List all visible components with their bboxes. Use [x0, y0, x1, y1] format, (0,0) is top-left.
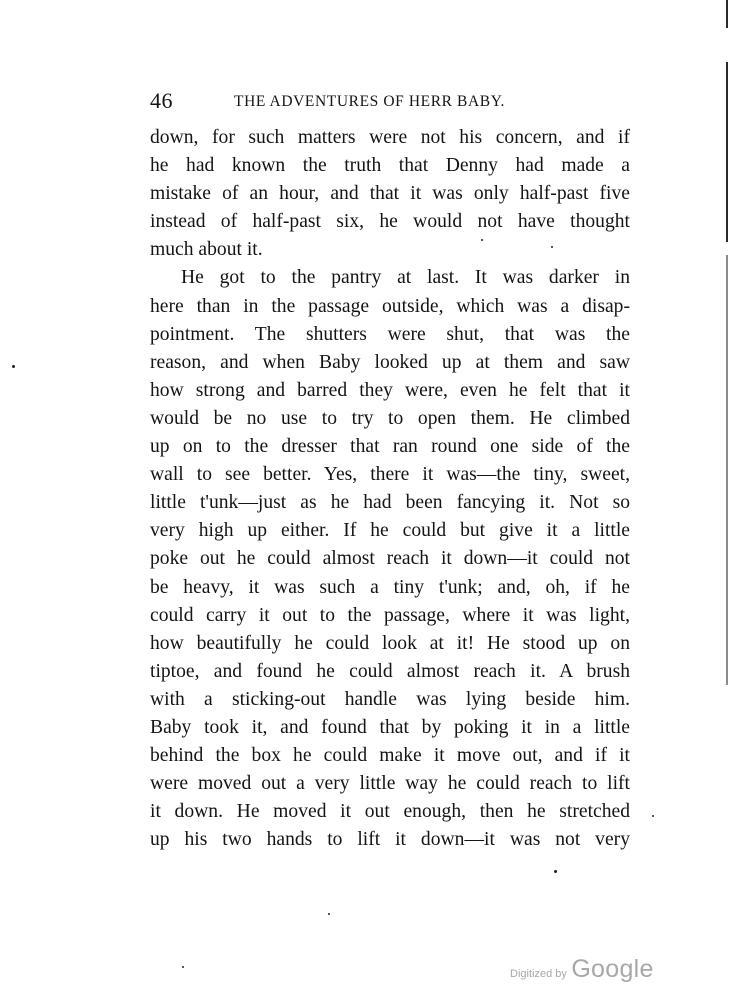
scan-speck — [652, 815, 654, 817]
running-title: THE ADVENTURES OF HERR BABY. — [234, 93, 505, 110]
text-line: pointment. The shutters were shut, that was the — [150, 323, 630, 345]
scan-edge-line — [726, 62, 728, 242]
text-line: how beautifully he could look at it! He stood up on — [150, 632, 630, 654]
paragraph-first-line: He got to the pantry at last. It was darker in — [181, 267, 630, 289]
digitized-by-google-watermark — [510, 955, 654, 984]
text-line: Baby took it, and found that by poking it in a little — [150, 716, 630, 738]
text-line: behind the box he could make it move out, and if it — [150, 745, 630, 767]
text-line: up his two hands to lift it down—it was not very — [150, 829, 630, 851]
text-line: wall to see better. Yes, there it was—the tiny, sweet, — [150, 464, 630, 486]
text-line: here than in the passage outside, which was a disap- — [150, 295, 630, 317]
text-line: down, for such matters were not his concern, and if — [150, 127, 630, 148]
scan-speck — [554, 870, 557, 873]
scan-speck — [328, 913, 330, 915]
text-line: tiptoe, and found he could almost reach it. A brush — [150, 660, 630, 682]
text-line: very high up either. If he could but give it a little — [150, 520, 630, 542]
scan-speck — [12, 365, 15, 368]
page-header — [150, 88, 630, 114]
text-line: how strong and barred they were, even he felt that it — [150, 379, 630, 401]
text-line: reason, and when Baby looked up at them and saw — [150, 351, 630, 373]
text-line: with a sticking-out handle was lying beside him. — [150, 688, 630, 710]
page-number: 46 — [150, 88, 173, 113]
scan-speck — [182, 966, 184, 968]
text-line: be heavy, it was such a tiny t'unk; and, oh, if he — [150, 576, 630, 598]
text-line: would be no use to try to open them. He climbed — [150, 407, 630, 429]
text-line: poke out he could almost reach it down—it could not — [150, 548, 630, 570]
text-line: instead of half-past six, he would not have thought — [150, 211, 630, 233]
scan-edge-line — [726, 255, 728, 685]
scan-speck — [551, 246, 553, 248]
text-line: could carry it out to the passage, where it was light, — [150, 604, 630, 626]
text-line: it down. He moved it out enough, then he stretched — [150, 801, 630, 823]
text-line: mistake of an hour, and that it was only half-past five — [150, 183, 630, 205]
text-line: much about it. — [150, 239, 263, 261]
watermark-prefix: Digitized by — [510, 968, 567, 980]
text-line: up on to the dresser that ran round one side of the — [150, 436, 630, 458]
scan-speck — [481, 239, 483, 241]
body-text — [150, 124, 630, 854]
watermark-brand: Google — [571, 955, 654, 983]
text-line: were moved out a very little way he could reach to lift — [150, 773, 630, 795]
scan-edge-line — [726, 0, 728, 28]
text-line: little t'unk—just as he had been fancying it. Not so — [150, 492, 630, 514]
text-line: he had known the truth that Denny had made a — [150, 155, 630, 177]
